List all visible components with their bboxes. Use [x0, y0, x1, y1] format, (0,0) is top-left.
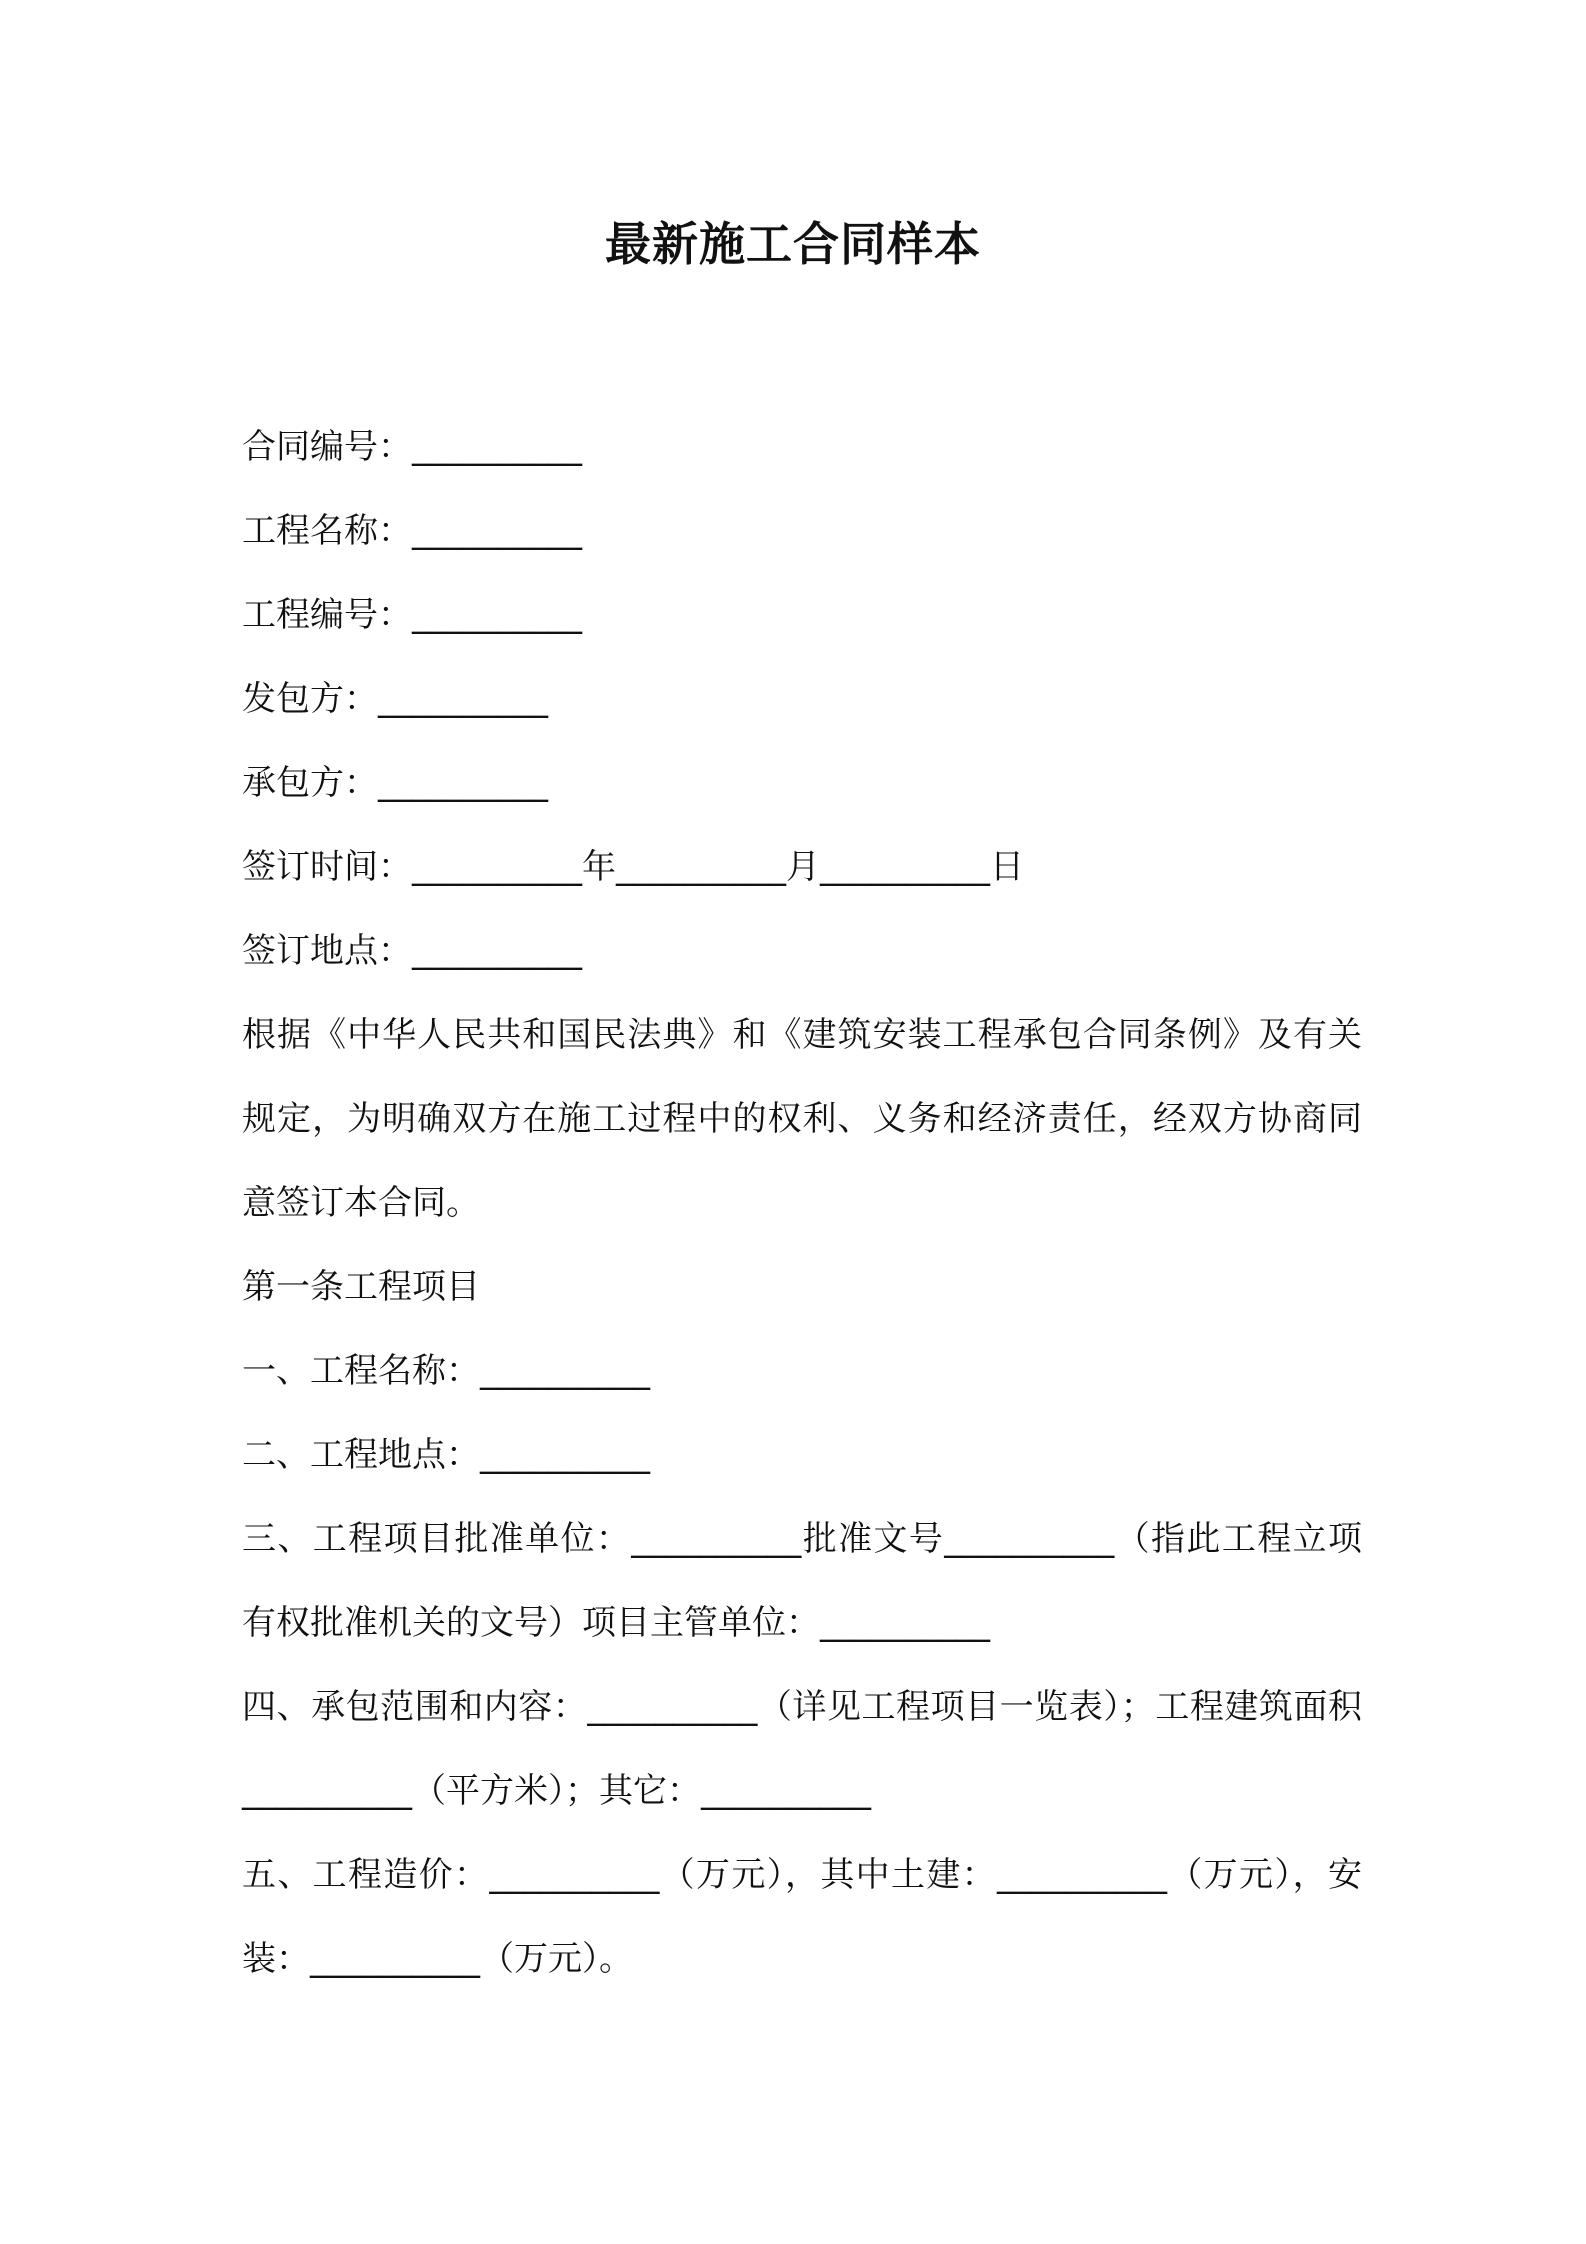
article1-item4: 四、承包范围和内容：__________（详见工程项目一览表）；工程建筑面积__________（平方米）；其它：__________ — [242, 1687, 1362, 1811]
contract-number-line: 合同编号：__________ — [242, 427, 582, 467]
contractor-line: 承包方：__________ — [242, 763, 548, 803]
article1-item3: 三、工程项目批准单位：__________批准文号__________（指此工程立项有权批准机关的文号）项目主管单位：__________ — [242, 1519, 1362, 1643]
signing-place-line: 签订地点：__________ — [242, 931, 582, 971]
article1-item5: 五、工程造价：__________（万元），其中土建：__________（万元），安装：__________（万元）。 — [242, 1855, 1362, 1979]
employer-line: 发包方：__________ — [242, 679, 548, 719]
document-title: 最新施工合同样本 — [605, 217, 981, 271]
document-body — [242, 405, 1362, 2001]
project-name-line: 工程名称：__________ — [242, 511, 582, 551]
signing-date-line: 签订时间：__________年__________月__________日 — [242, 847, 1024, 887]
article1-heading: 第一条工程项目 — [242, 1267, 480, 1307]
preamble-paragraph: 根据《中华人民共和国民法典》和《建筑安装工程承包合同条例》及有关规定，为明确双方在施工过程中的权利、义务和经济责任，经双方协商同意签订本合同。 — [242, 1015, 1362, 1223]
article1-item1: 一、工程名称：__________ — [242, 1351, 650, 1391]
project-number-line: 工程编号：__________ — [242, 595, 582, 635]
article1-item2: 二、工程地点：__________ — [242, 1435, 650, 1475]
